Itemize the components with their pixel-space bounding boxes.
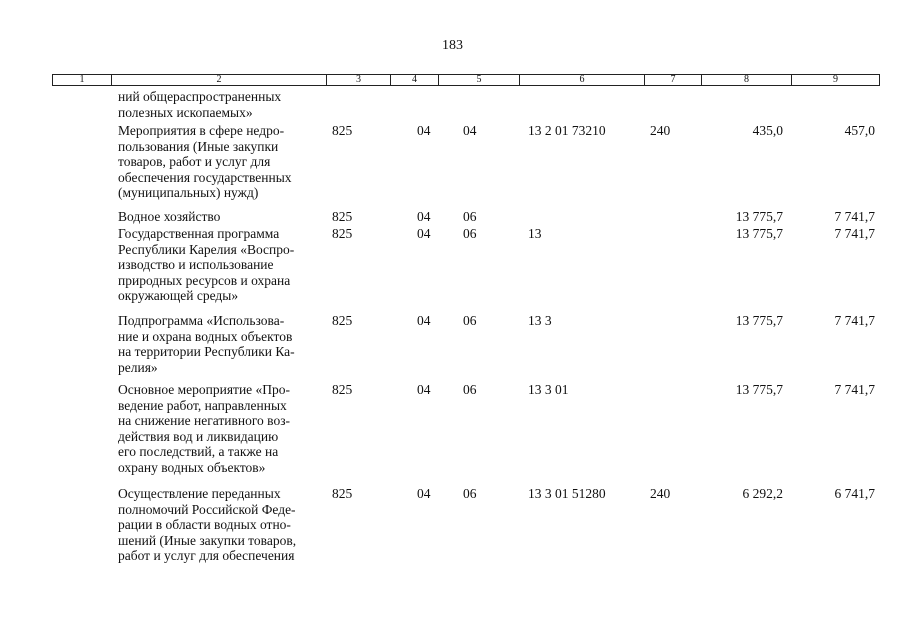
row-section: 04 — [417, 382, 431, 397]
row-value-col9: 7 741,7 — [834, 313, 875, 328]
row-target-code: 13 3 — [528, 313, 552, 328]
row-name: Осуществление переданных полномочий Российской Феде- рации в области водных отно- шений (Иные закупки товаров, работ и услуг для обеспечения — [118, 486, 297, 564]
row-name: Государственная программа Республики Карелия «Воспро- изводство и использование природных ресурсов и охрана окружающей среды» — [118, 226, 295, 304]
row-section: 04 — [417, 486, 431, 501]
row-section: 04 — [417, 313, 431, 328]
row-value-col9: 457,0 — [844, 123, 875, 138]
row-value-col8: 435,0 — [752, 123, 783, 138]
row-code: 825 — [332, 123, 353, 138]
column-header-5: 5 — [438, 75, 519, 85]
row-expense-type: 240 — [650, 486, 671, 501]
row-subsection: 06 — [463, 226, 477, 241]
column-header-8: 8 — [701, 75, 791, 85]
column-header-6: 6 — [519, 75, 644, 85]
row-value-col9: 7 741,7 — [834, 226, 875, 241]
row-code: 825 — [332, 209, 353, 224]
row-expense-type: 240 — [650, 123, 671, 138]
column-header-2: 2 — [111, 75, 326, 85]
row-name: Основное мероприятие «Про- ведение работ, направленных на снижение негативного воз- действия вод и ликвидацию его последствий, а также на охрану водных объектов» — [118, 382, 291, 475]
column-header-3: 3 — [326, 75, 390, 85]
row-value-col9: 7 741,7 — [834, 382, 875, 397]
row-name: ний общераспространенных полезных ископаемых» — [118, 89, 282, 120]
row-target-code: 13 3 01 51280 — [528, 486, 606, 501]
row-section: 04 — [417, 226, 431, 241]
row-value-col8: 13 775,7 — [735, 209, 783, 224]
row-section: 04 — [417, 209, 431, 224]
row-target-code: 13 2 01 73210 — [528, 123, 606, 138]
row-code: 825 — [332, 486, 353, 501]
table-header-row — [52, 74, 880, 86]
row-target-code: 13 — [528, 226, 542, 241]
row-subsection: 06 — [463, 486, 477, 501]
row-value-col8: 13 775,7 — [735, 382, 783, 397]
row-section: 04 — [417, 123, 431, 138]
row-subsection: 06 — [463, 313, 477, 328]
row-name: Подпрограмма «Использова- ние и охрана водных объектов на территории Республики Ка- релия» — [118, 313, 295, 375]
row-name: Мероприятия в сфере недро- пользования (Иные закупки товаров, работ и услуг для обеспечения государственных (муниципальных) нужд) — [118, 123, 292, 201]
row-subsection: 04 — [463, 123, 477, 138]
row-code: 825 — [332, 313, 353, 328]
row-value-col8: 6 292,2 — [742, 486, 783, 501]
column-header-1: 1 — [79, 74, 85, 85]
row-value-col8: 13 775,7 — [735, 313, 783, 328]
column-header-4: 4 — [390, 75, 438, 85]
column-header-7: 7 — [644, 75, 701, 85]
row-value-col9: 7 741,7 — [834, 209, 875, 224]
row-name: Водное хозяйство — [118, 209, 221, 224]
row-subsection: 06 — [463, 382, 477, 397]
column-header-9: 9 — [791, 75, 879, 85]
row-code: 825 — [332, 382, 353, 397]
row-code: 825 — [332, 226, 353, 241]
row-value-col8: 13 775,7 — [735, 226, 783, 241]
row-target-code: 13 3 01 — [528, 382, 569, 397]
page-number: 183 — [442, 38, 463, 53]
row-value-col9: 6 741,7 — [834, 486, 875, 501]
row-subsection: 06 — [463, 209, 477, 224]
